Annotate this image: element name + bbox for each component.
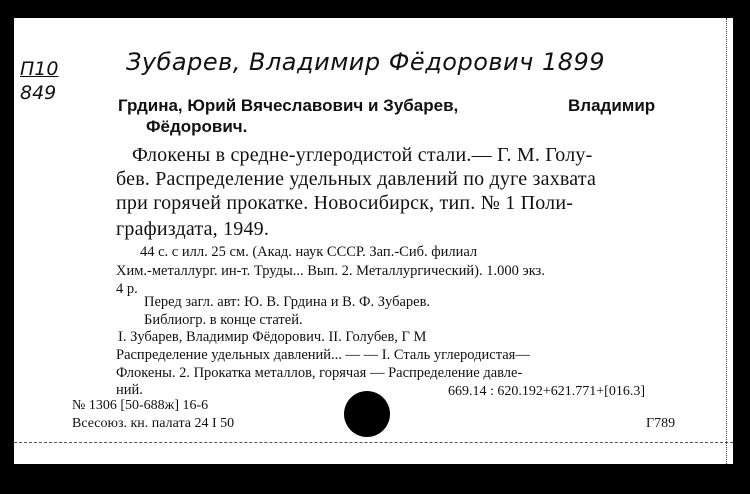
authors-line-1-left: Грдина, Юрий Вячеславович и Зубарев, (118, 96, 459, 115)
punch-hole (344, 391, 390, 437)
shelf-code: П10 (20, 58, 59, 80)
registration-number: № 1306 [50-688ж] 16-6 (72, 398, 209, 413)
shelf-number: 849 (20, 82, 57, 104)
details-line: 4 р. (116, 281, 138, 297)
title-line: при горячей прокатке. Новосибирск, тип. № 1 Поли- (116, 192, 574, 214)
bottom-edge (14, 442, 733, 455)
details-line: Библиогр. в конце статей. (144, 312, 303, 328)
details-line: Флокены. 2. Прокатка металлов, горячая — Распределение давле- (116, 365, 523, 381)
handwritten-author-heading: Зубарев, Владимир Фёдорович 1899 (126, 48, 606, 76)
authors-line-1 (118, 96, 656, 116)
details-line: Перед загл. авт: Ю. В. Грдина и В. Ф. Зубарев. (144, 294, 431, 310)
details-line: I. Зубарев, Владимир Фёдорович. II. Голубев, Г М (118, 329, 427, 345)
classification-code: 669.14 : 620.192+621.771+[016.3] (448, 384, 646, 399)
author-mark: Г789 (646, 416, 676, 431)
authors-line-2: Фёдорович. (146, 117, 248, 136)
book-chamber-line: Всесоюз. кн. палата 24 I 50 (72, 416, 235, 431)
details-line: 44 с. с илл. 25 см. (Акад. наук СССР. Зап.-Сиб. филиал (140, 244, 478, 260)
title-line: графиздата, 1949. (116, 218, 270, 240)
authors-line-1-right: Владимир (568, 96, 656, 115)
details-line: Распределение удельных давлений... — — I. Сталь углеродистая— (116, 347, 530, 363)
details-line: ний. (116, 382, 143, 398)
right-edge (726, 18, 733, 464)
details-line: Хим.-металлург. ин-т. Труды... Вып. 2. Металлургический). 1.000 экз. (116, 263, 545, 279)
catalog-card (14, 18, 733, 464)
title-line: бев. Распределение удельных давлений по дуге захвата (116, 168, 597, 190)
title-line: Флокены в средне-углеродистой стали.— Г. М. Голу- (132, 144, 593, 166)
